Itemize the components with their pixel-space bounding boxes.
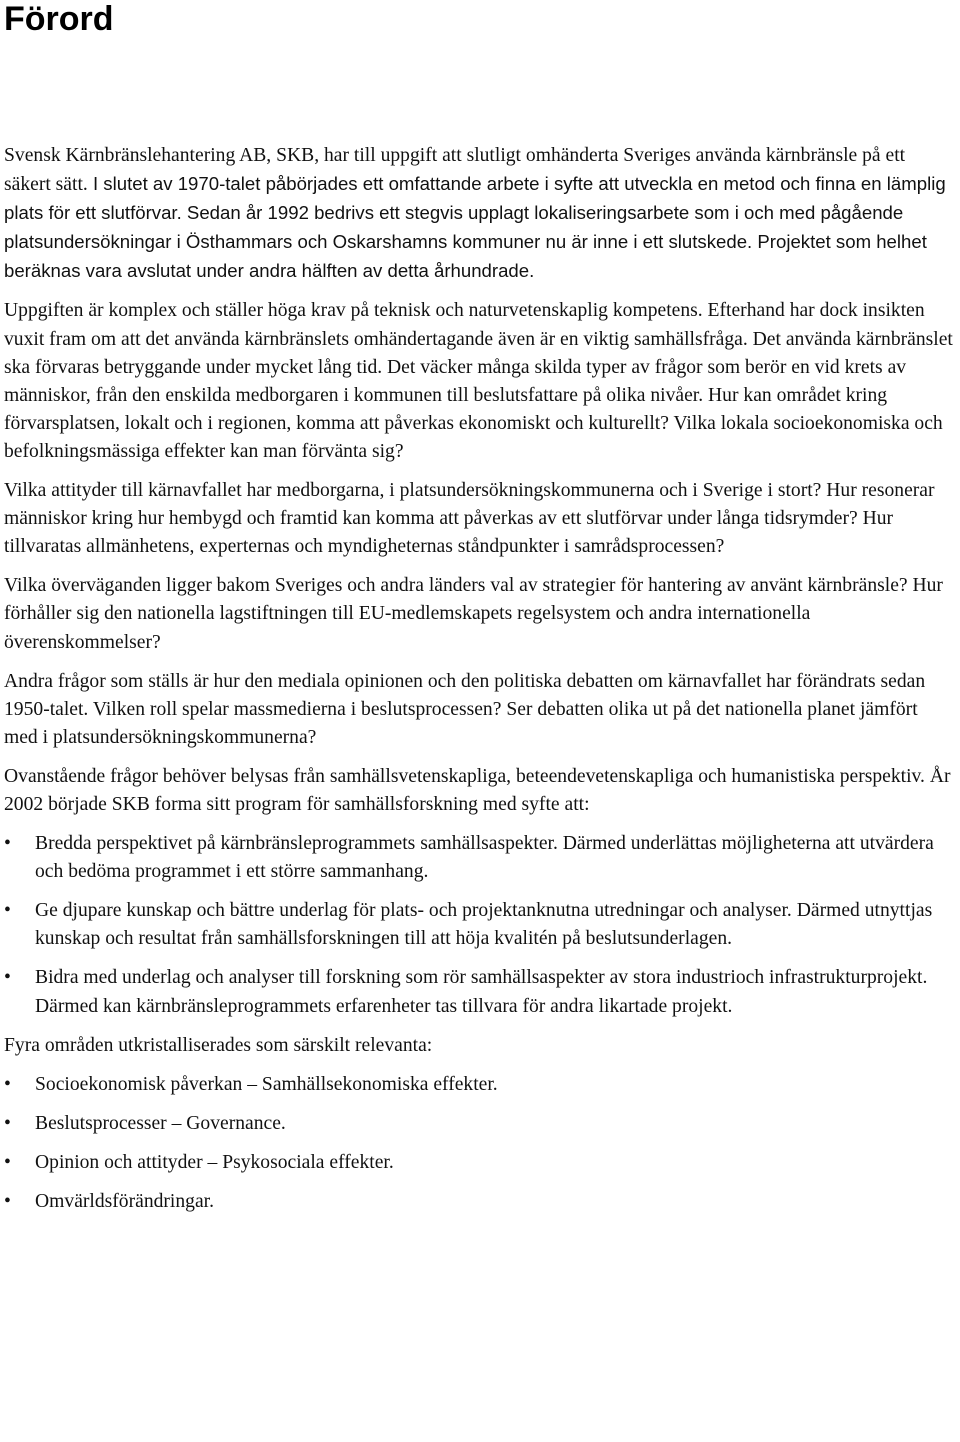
bullet-icon: • [4, 1151, 11, 1173]
list-item-text: Ge djupare kunskap och bättre underlag för plats- och projektanknutna utredningar och analyser. Därmed utnyttjas kunskap och resultat från samhällsforskningen till att höja kvalitén på beslutsunderlagen. [35, 900, 933, 950]
paragraph-areas: Fyra områden utkristalliserades som särskilt relevanta: [4, 1034, 433, 1056]
document-page [4, 0, 956, 1212]
bullet-icon: • [4, 967, 11, 989]
paragraph-intro-rest: I slutet av 1970-talet påbörjades ett omfattande arbete i syfte att utveckla en metod och finna en lämplig plats för ett slutförvar. Sedan år 1992 bedrivs ett stegvis upplagt lokaliseringsarbete som i och med pågående platsundersökningar i Östhammars och Oskarshamns kommuner nu är inne i ett slutskede. Projektet som helhet beräknas vara avslutat under andra hälften av detta århundrade. [4, 173, 946, 282]
list-item [4, 1071, 956, 1099]
paragraph-intro [4, 142, 956, 286]
list-item [4, 964, 956, 1020]
list-item [4, 897, 956, 953]
bullet-icon: • [4, 1073, 11, 1095]
list-item [4, 1188, 956, 1216]
list-item-text: Omvärldsförändringar. [35, 1191, 215, 1212]
paragraph-strategies: Vilka överväganden ligger bakom Sveriges och andra länders val av strategier för hantering av använt kärnbränsle? Hur förhåller sig den nationella lagstiftningen till EU-medlemskapets regelsystem och andra internationella överenskommelser? [4, 575, 943, 653]
bullet-icon: • [4, 900, 11, 922]
document-body [4, 142, 956, 1227]
bullet-icon: • [4, 1112, 11, 1134]
list-item [4, 1149, 956, 1177]
bullet-icon: • [4, 833, 11, 855]
paragraph-media: Andra frågor som ställs är hur den mediala opinionen och den politiska debatten om kärnavfallet har förändrats sedan 1950-talet. Vilken roll spelar massmedierna i beslutsprocessen? Ser debatten olika ut på det nationella planet jämfört med i platsundersökningskommunerna? [4, 670, 926, 748]
list-item-text: Beslutsprocesser – Governance. [35, 1112, 286, 1134]
paragraph-intro-lead: Svensk Kärnbränslehantering AB, SKB, har till uppgift att slutligt omhänderta Sveriges använda kärnbränsle på ett säkert sätt. [4, 145, 906, 196]
page-title: Förord [4, 0, 114, 38]
list-item-text: Opinion och attityder – Psykosociala effekter. [35, 1151, 394, 1173]
program-aims-list [4, 830, 956, 1021]
paragraph-attitudes: Vilka attityder till kärnavfallet har medborgarna, i platsundersökningskommunerna och i Sverige i stort? Hur resonerar människor kring hur hembygd och framtid kan komma att påverkas av ett slutförvar under långa tidsrymder? Hur tillvaratas allmänhetens, experternas och myndigheternas ståndpunkter i samrådsprocessen? [4, 480, 935, 558]
paragraph-program: Ovanstående frågor behöver belysas från samhällsvetenskapliga, beteendevetenskapliga och humanistiska perspektiv. År 2002 började SKB forma sitt program för samhällsforskning med syfte att: [4, 765, 951, 815]
list-item [4, 830, 956, 886]
list-item-text: Bredda perspektivet på kärnbränsleprogrammets samhällsaspekter. Därmed underlättas möjligheterna att utvärdera och bedöma programmet i ett större sammanhang. [35, 833, 934, 883]
list-item-text: Bidra med underlag och analyser till forskning som rör samhällsaspekter av stora industrioch infrastrukturprojekt. Därmed kan kärnbränsleprogrammets erfarenheter tas tillvara för andra likartade projekt. [35, 967, 928, 1017]
list-item [4, 1110, 956, 1138]
list-item-text: Socioekonomisk påverkan – Samhällsekonomiska effekter. [35, 1073, 498, 1095]
paragraph-complexity: Uppgiften är komplex och ställer höga krav på teknisk och naturvetenskaplig kompetens. Efterhand har dock insikten vuxit fram om att det använda kärnbränslets omhändertagande även är en viktig samhällsfråga. Det använda kärnbränslet ska förvaras betryggande under mycket lång tid. Det väcker många skilda typer av frågor som berör en vid krets av människor, från den enskilda medborgaren i kommunen till beslutsfattare på olika nivåer. Hur kan området kring förvarsplatsen, lokalt och i regionen, komma att påverkas ekonomiskt och kulturellt? Vilka lokala socioekonomiska och befolkningsmässiga effekter kan man förvänta sig? [4, 300, 953, 462]
research-areas-list [4, 1071, 956, 1216]
bullet-icon: • [4, 1191, 11, 1212]
